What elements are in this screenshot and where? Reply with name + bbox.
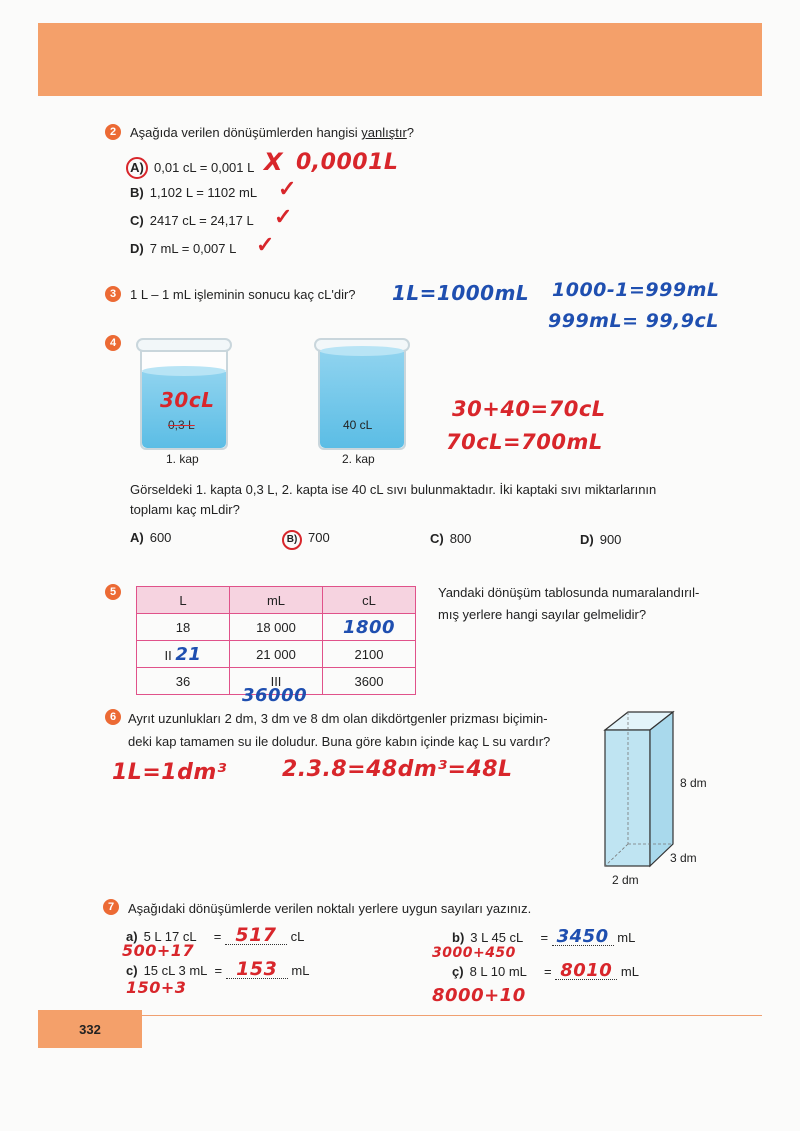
q7-item-c: [126, 958, 310, 980]
q6-handwriting-1: 1L=1dm³: [112, 760, 227, 785]
q4-option-a[interactable]: [130, 530, 171, 545]
q7-item-b: [452, 926, 636, 947]
q7-a-unit: cL: [290, 929, 305, 944]
beaker-2: [318, 344, 406, 450]
q4-option-b-letter: B): [282, 530, 302, 550]
beaker-2-value: 40 cL: [343, 418, 373, 432]
q7-cc-work: 8000+10: [432, 985, 526, 1006]
q2-option-d-letter: D): [130, 241, 144, 256]
question-number-7: 7: [103, 899, 119, 915]
handwritten-1800: 1800: [342, 616, 396, 638]
q7-a-label: a): [126, 929, 138, 944]
q7-c-label: c): [126, 963, 138, 978]
beaker-1-label: 1. kap: [166, 452, 199, 466]
q7-item-cc: [452, 960, 639, 981]
question-number-3: 3: [105, 286, 121, 302]
table-cell: 21 000: [230, 641, 323, 668]
q2-text-underlined: yanlıştır: [361, 125, 407, 140]
q7-cc-equals: =: [544, 964, 552, 979]
q3-handwriting-3: 999mL= 99,9cL: [548, 310, 719, 332]
q7-c-expr: 15 cL 3 mL: [143, 963, 207, 978]
table-cell: III: [230, 668, 323, 695]
q4-option-d[interactable]: [580, 532, 621, 547]
q4-option-c-letter: C): [430, 531, 444, 546]
q4-option-c-text: 800: [449, 531, 472, 546]
q5-text-line-1: Yandaki dönüşüm tablosunda numaralandırıl-: [438, 585, 700, 600]
table-header-row: [137, 587, 416, 614]
prism-height-label: 8 dm: [680, 776, 707, 790]
q7-text: Aşağıdaki dönüşümlerde verilen noktalı yerlere uygun sayıları yazınız.: [128, 901, 532, 916]
q4-option-a-text: 600: [149, 530, 172, 545]
q2-c-check-mark: ✓: [274, 204, 293, 229]
question-2-text: [130, 125, 414, 140]
q7-cc-answer: 8010: [560, 960, 613, 981]
q7-a-work: 500+17: [122, 941, 195, 960]
q7-cc-label: ç): [452, 964, 464, 979]
table-cell: 3600: [323, 668, 416, 695]
q4-option-b[interactable]: [282, 530, 330, 550]
table-row: [137, 641, 416, 668]
q2-a-correction: 0,0001L: [296, 150, 399, 175]
question-number-4: 4: [105, 335, 121, 351]
q2-b-check-mark: ✓: [278, 176, 297, 201]
q5-text-line-2: mış yerlere hangi sayılar gelmelidir?: [438, 607, 647, 622]
q7-c-answer: 153: [236, 958, 278, 980]
handwritten-21: 21: [175, 643, 202, 665]
q4-option-a-letter: A): [130, 530, 144, 545]
conversion-table: [136, 586, 416, 695]
q2-text-end: ?: [406, 125, 415, 140]
beaker-1-value: 0,3 L: [168, 418, 195, 432]
prism-depth-label: 3 dm: [670, 851, 697, 865]
q4-text-line-1: Görseldeki 1. kapta 0,3 L, 2. kapta ise 40 cL sıvı bulunmaktadır. İki kaptaki sıvı miktarlarının: [130, 482, 657, 497]
cell-roman-ii: II: [164, 647, 172, 663]
q7-b-answer: 3450: [556, 926, 609, 947]
q7-cc-answer-field[interactable]: [555, 960, 617, 981]
q3-handwriting-1: 1L=1000mL: [392, 281, 530, 305]
question-number-2: 2: [105, 124, 121, 140]
q4-handwriting-2: 70cL=700mL: [446, 430, 603, 454]
q7-a-equals: =: [213, 929, 222, 944]
q2-option-a-text: 0,01 cL = 0,001 L: [154, 160, 255, 175]
q7-b-equals: =: [540, 930, 549, 945]
footer-line: [142, 1015, 762, 1016]
q2-option-b[interactable]: [130, 185, 257, 200]
q2-option-b-text: 1,102 L = 1102 mL: [149, 185, 258, 200]
q7-a-answer-field[interactable]: [225, 924, 287, 946]
q2-option-b-letter: B): [130, 185, 144, 200]
table-cell: 18: [137, 614, 230, 641]
table-header-cl: cL: [323, 587, 416, 614]
q6-text-line-2: deki kap tamamen su ile doludur. Buna göre kabın içinde kaç L su vardır?: [128, 734, 551, 749]
q3-handwriting-2: 1000-1=999mL: [552, 279, 720, 301]
prism-width-label: 2 dm: [612, 873, 639, 887]
q2-text-start: Aşağıda verilen dönüşümlerden hangisi: [130, 125, 362, 140]
table-cell: 18 000: [230, 614, 323, 641]
q2-option-d[interactable]: [130, 241, 236, 256]
page-number: 332: [38, 1010, 142, 1048]
q2-option-a-letter: A): [126, 157, 148, 179]
q7-a-expr: 5 L 17 cL: [143, 929, 197, 944]
table-cell: [137, 641, 230, 668]
q7-c-equals: =: [214, 963, 223, 978]
q7-cc-unit: mL: [620, 964, 639, 979]
beaker-1-handwriting: 30cL: [160, 388, 215, 412]
q7-b-label: b): [452, 930, 465, 945]
q4-handwriting-1: 30+40=70cL: [452, 397, 606, 421]
q4-option-d-letter: D): [580, 532, 594, 547]
q7-b-expr: 3 L 45 cL: [470, 930, 523, 945]
table-cell-handwritten: [323, 614, 416, 641]
q7-c-unit: mL: [291, 963, 310, 978]
q4-option-b-text: 700: [308, 530, 330, 545]
q6-text-line-1: Ayrıt uzunlukları 2 dm, 3 dm ve 8 dm olan dikdörtgenler prizması biçimin-: [128, 711, 548, 726]
q2-option-c[interactable]: [130, 213, 254, 228]
table-cell: 2100: [323, 641, 416, 668]
q2-d-check-mark: ✓: [256, 232, 275, 257]
header-banner: [38, 23, 762, 96]
q7-a-answer: 517: [235, 924, 277, 946]
table-cell: 36: [137, 668, 230, 695]
handwritten-36000: 36000: [242, 685, 308, 706]
q6-handwriting-2: 2.3.8=48dm³=48L: [282, 757, 513, 782]
q7-b-work: 3000+450: [432, 945, 516, 961]
q2-a-cross-mark: X: [264, 148, 284, 176]
beaker-2-label: 2. kap: [342, 452, 375, 466]
rectangular-prism-figure: [600, 708, 680, 870]
q2-option-c-letter: C): [130, 213, 144, 228]
q7-c-answer-field[interactable]: [226, 958, 288, 980]
q2-option-d-text: 7 mL = 0,007 L: [149, 241, 237, 256]
q7-c-work: 150+3: [126, 978, 187, 997]
q7-b-unit: mL: [617, 930, 636, 945]
q4-option-d-text: 900: [599, 532, 622, 547]
table-header-ml: mL: [230, 587, 323, 614]
q7-cc-expr: 8 L 10 mL: [469, 964, 527, 979]
question-number-5: 5: [105, 584, 121, 600]
q7-b-answer-field[interactable]: [552, 926, 614, 947]
question-number-6: 6: [105, 709, 121, 725]
table-row: [137, 614, 416, 641]
table-header-l: L: [137, 587, 230, 614]
q2-option-a[interactable]: [130, 157, 254, 179]
question-3-text: 1 L – 1 mL işleminin sonucu kaç cL'dir?: [130, 287, 356, 302]
q2-option-c-text: 2417 cL = 24,17 L: [149, 213, 254, 228]
q4-text-line-2: toplamı kaç mLdir?: [130, 502, 240, 517]
q4-option-c[interactable]: [430, 531, 471, 546]
